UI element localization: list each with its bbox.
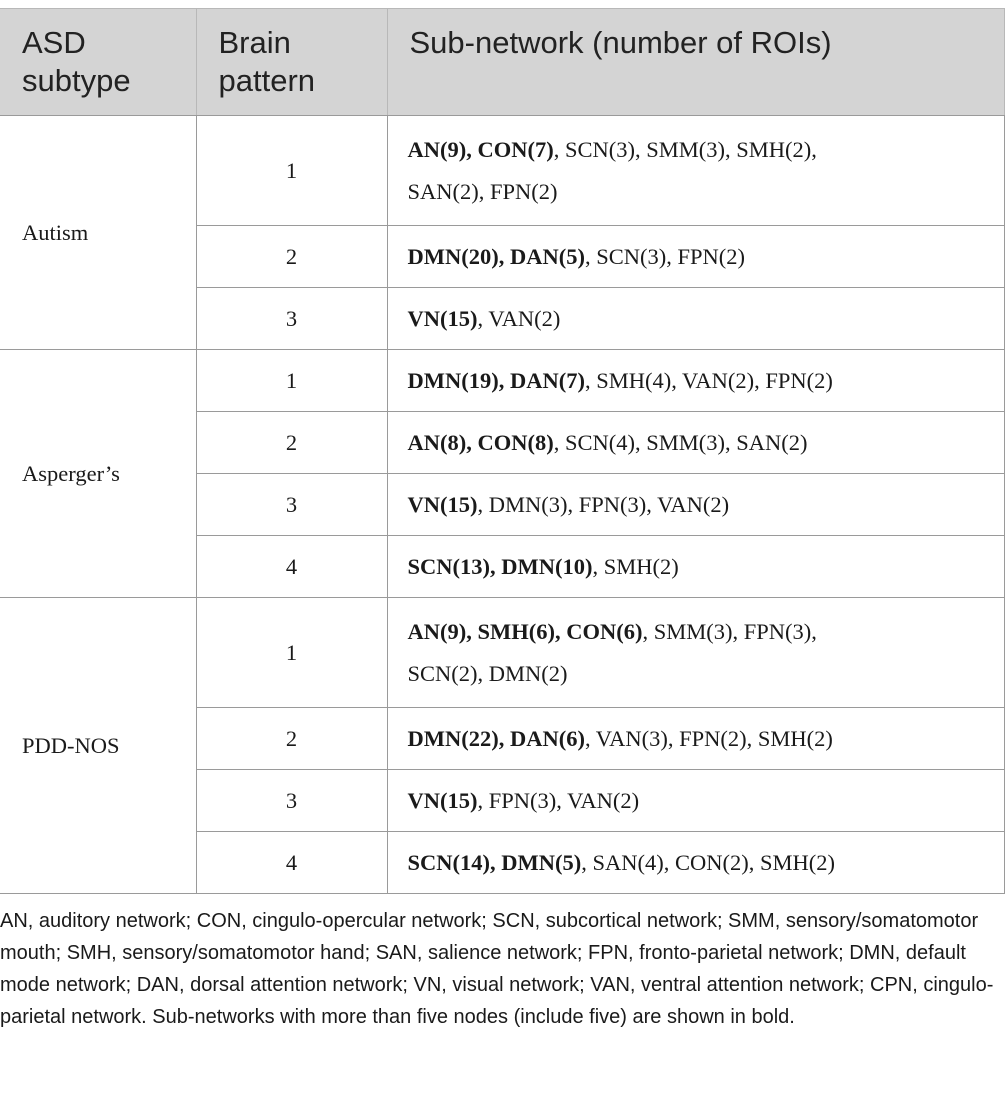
- subnetwork-cell: [387, 770, 1004, 832]
- other-subnetworks: , SMM(3), FPN(3),: [642, 618, 817, 644]
- subnetwork-cell: [387, 708, 1004, 770]
- header-asd-subtype: [0, 9, 196, 116]
- header-line: subtype: [22, 63, 131, 98]
- bold-subnetworks: SCN(14), DMN(5): [407, 849, 582, 875]
- other-subnetworks: , SCN(4), SMM(3), SAN(2): [553, 429, 808, 455]
- pattern-cell: 3: [196, 288, 387, 350]
- header-line: pattern: [218, 63, 316, 98]
- other-subnetworks: , SMH(4), VAN(2), FPN(2): [584, 367, 833, 393]
- header-sub-network: [387, 9, 1004, 116]
- pattern-cell: 2: [196, 412, 387, 474]
- pattern-cell: 2: [196, 226, 387, 288]
- other-subnetworks: , SCN(3), FPN(2): [584, 243, 745, 269]
- subnetwork-cell: [387, 288, 1004, 350]
- pattern-cell: 4: [196, 536, 387, 598]
- other-subnetworks: , FPN(3), VAN(2): [477, 787, 640, 813]
- other-subnetworks-cont: SCN(2), DMN(2): [407, 660, 568, 686]
- subtype-cell: Asperger’s: [0, 350, 196, 598]
- subnetwork-cell: [387, 536, 1004, 598]
- bold-subnetworks: VN(15): [407, 787, 478, 813]
- other-subnetworks-cont: SAN(2), FPN(2): [407, 178, 558, 204]
- other-subnetworks: , SCN(3), SMM(3), SMH(2),: [553, 136, 817, 162]
- table-row: [0, 116, 1004, 226]
- pattern-cell: 4: [196, 832, 387, 894]
- bold-subnetworks: DMN(20), DAN(5): [407, 243, 585, 269]
- pattern-cell: 1: [196, 350, 387, 412]
- bold-subnetworks: DMN(19), DAN(7): [407, 367, 585, 393]
- subtype-cell: PDD-NOS: [0, 598, 196, 894]
- pattern-cell: 1: [196, 598, 387, 708]
- table-footnote: AN, auditory network; CON, cingulo-opercular network; SCN, subcortical network; SMM, sensory/somatomotor mouth; SMH, sensory/somatomotor hand; SAN, salience network; FPN, fronto-parietal network; DMN, default mode network; DAN, dorsal attention network; VN, visual network; VAN, ventral attention network; CPN, cingulo-parietal network. Sub-networks with more than five nodes (include five) are shown in bold.: [0, 910, 994, 1028]
- table-row: [0, 350, 1004, 412]
- header-line: Brain: [218, 25, 291, 60]
- header-line: Sub-network (number of ROIs): [409, 25, 832, 60]
- header-row: [0, 9, 1004, 116]
- subnetwork-cell: [387, 598, 1004, 708]
- subnetwork-cell: [387, 412, 1004, 474]
- pattern-cell: 3: [196, 770, 387, 832]
- header-brain-pattern: [196, 9, 387, 116]
- other-subnetworks: , SAN(4), CON(2), SMH(2): [581, 849, 835, 875]
- bold-subnetworks: VN(15): [407, 491, 478, 517]
- other-subnetworks: , VAN(2): [477, 305, 561, 331]
- pattern-cell: 2: [196, 708, 387, 770]
- subtype-cell: Autism: [0, 116, 196, 350]
- other-subnetworks: , DMN(3), FPN(3), VAN(2): [477, 491, 730, 517]
- pattern-cell: 1: [196, 116, 387, 226]
- subnetwork-cell: [387, 116, 1004, 226]
- header-line: ASD: [22, 25, 86, 60]
- bold-subnetworks: DMN(22), DAN(6): [407, 725, 585, 751]
- other-subnetworks: , VAN(3), FPN(2), SMH(2): [584, 725, 833, 751]
- pattern-cell: 3: [196, 474, 387, 536]
- asd-subnetwork-table: [0, 8, 1005, 894]
- bold-subnetworks: AN(9), SMH(6), CON(6): [407, 618, 643, 644]
- bold-subnetworks: AN(9), CON(7): [407, 136, 554, 162]
- subnetwork-cell: [387, 226, 1004, 288]
- subnetwork-cell: [387, 350, 1004, 412]
- bold-subnetworks: SCN(13), DMN(10): [407, 553, 593, 579]
- bold-subnetworks: VN(15): [407, 305, 478, 331]
- subnetwork-cell: [387, 474, 1004, 536]
- bold-subnetworks: AN(8), CON(8): [407, 429, 554, 455]
- subnetwork-cell: [387, 832, 1004, 894]
- other-subnetworks: , SMH(2): [592, 553, 679, 579]
- table-row: [0, 598, 1004, 708]
